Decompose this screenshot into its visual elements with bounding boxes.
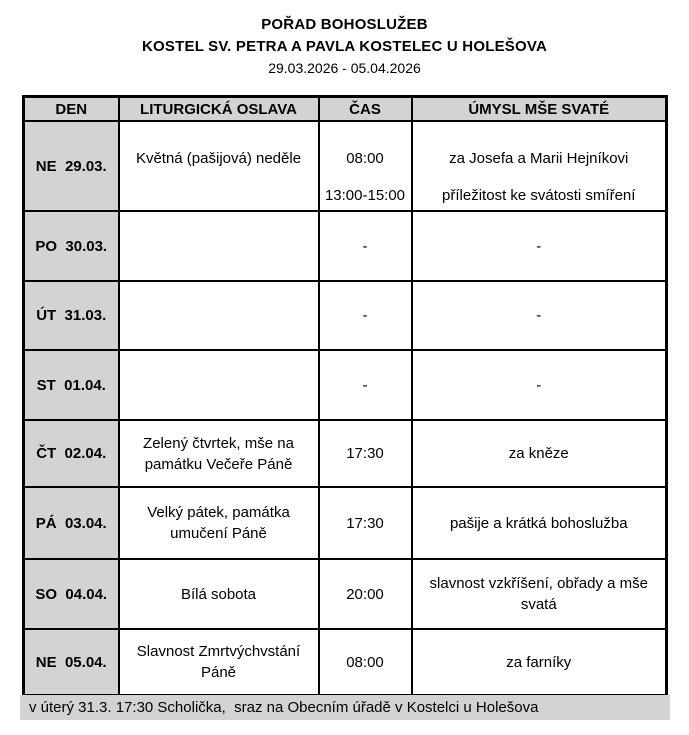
cell-oslava	[119, 281, 319, 350]
table-row	[24, 420, 667, 487]
cell-umysl: -	[412, 281, 667, 350]
column-header-den: DEN	[24, 97, 119, 122]
cell-den: NE 05.04.	[24, 629, 119, 696]
umysl-text-2: příležitost ke svátosti smíření	[442, 187, 636, 204]
table-row	[24, 559, 667, 629]
cell-cas: 17:30	[319, 487, 412, 559]
table-row	[24, 281, 667, 350]
cell-den: PO 30.03.	[24, 211, 119, 281]
schedule-table	[22, 95, 668, 697]
cell-oslava: Velký pátek, památka umučení Páně	[119, 487, 319, 559]
header-row	[24, 97, 667, 122]
cell-umysl: za farníky	[412, 629, 667, 696]
cell-den: ČT 02.04.	[24, 420, 119, 487]
document-title: POŘAD BOHOSLUŽEB	[261, 16, 428, 33]
cell-umysl: -	[412, 350, 667, 420]
cell-den: SO 04.04.	[24, 559, 119, 629]
column-header-cas: ČAS	[319, 97, 412, 122]
oslava-text-2	[124, 187, 314, 205]
cell-umysl: pašije a krátká bohoslužba	[412, 487, 667, 559]
column-header-umysl: ÚMYSL MŠE SVATÉ	[412, 97, 667, 122]
cas-time-1: 08:00	[346, 150, 384, 167]
footer-note: v úterý 31.3. 17:30 Scholička, sraz na Obecním úřadě v Kostelci u Holešova	[20, 695, 670, 720]
cell-cas: 20:00	[319, 559, 412, 629]
cell-oslava: Zelený čtvrtek, mše na památku Večeře Páně	[119, 420, 319, 487]
cas-time-2: 13:00-15:00	[324, 187, 406, 204]
church-name: KOSTEL SV. PETRA A PAVLA KOSTELEC U HOLEŠOVA	[142, 38, 547, 55]
cell-oslava: Bílá sobota	[119, 559, 319, 629]
cell-den: ÚT 31.03.	[24, 281, 119, 350]
cell-oslava	[119, 121, 319, 211]
cell-cas	[319, 121, 412, 211]
umysl-text-1: za Josefa a Marii Hejníkovi	[449, 150, 629, 167]
oslava-text: Květná (pašijová) neděle	[135, 150, 302, 167]
cell-umysl	[412, 121, 667, 211]
cell-umysl: -	[412, 211, 667, 281]
table-row	[24, 211, 667, 281]
cell-umysl: slavnost vzkříšení, obřady a mše svatá	[412, 559, 667, 629]
column-header-oslava: LITURGICKÁ OSLAVA	[119, 97, 319, 122]
cell-cas: -	[319, 211, 412, 281]
table-row	[24, 487, 667, 559]
cell-den: PÁ 03.04.	[24, 487, 119, 559]
cell-cas: -	[319, 350, 412, 420]
cell-umysl: za kněze	[412, 420, 667, 487]
cell-oslava: Slavnost Zmrtvýchvstání Páně	[119, 629, 319, 696]
table-row	[24, 350, 667, 420]
cell-cas: -	[319, 281, 412, 350]
document-header	[0, 14, 689, 79]
cell-cas: 17:30	[319, 420, 412, 487]
cell-den: NE 29.03.	[24, 121, 119, 211]
cell-cas: 08:00	[319, 629, 412, 696]
cell-oslava	[119, 350, 319, 420]
date-range: 29.03.2026 - 05.04.2026	[268, 60, 421, 76]
table-row	[24, 121, 667, 211]
cell-den: ST 01.04.	[24, 350, 119, 420]
table-row	[24, 629, 667, 696]
cell-oslava	[119, 211, 319, 281]
